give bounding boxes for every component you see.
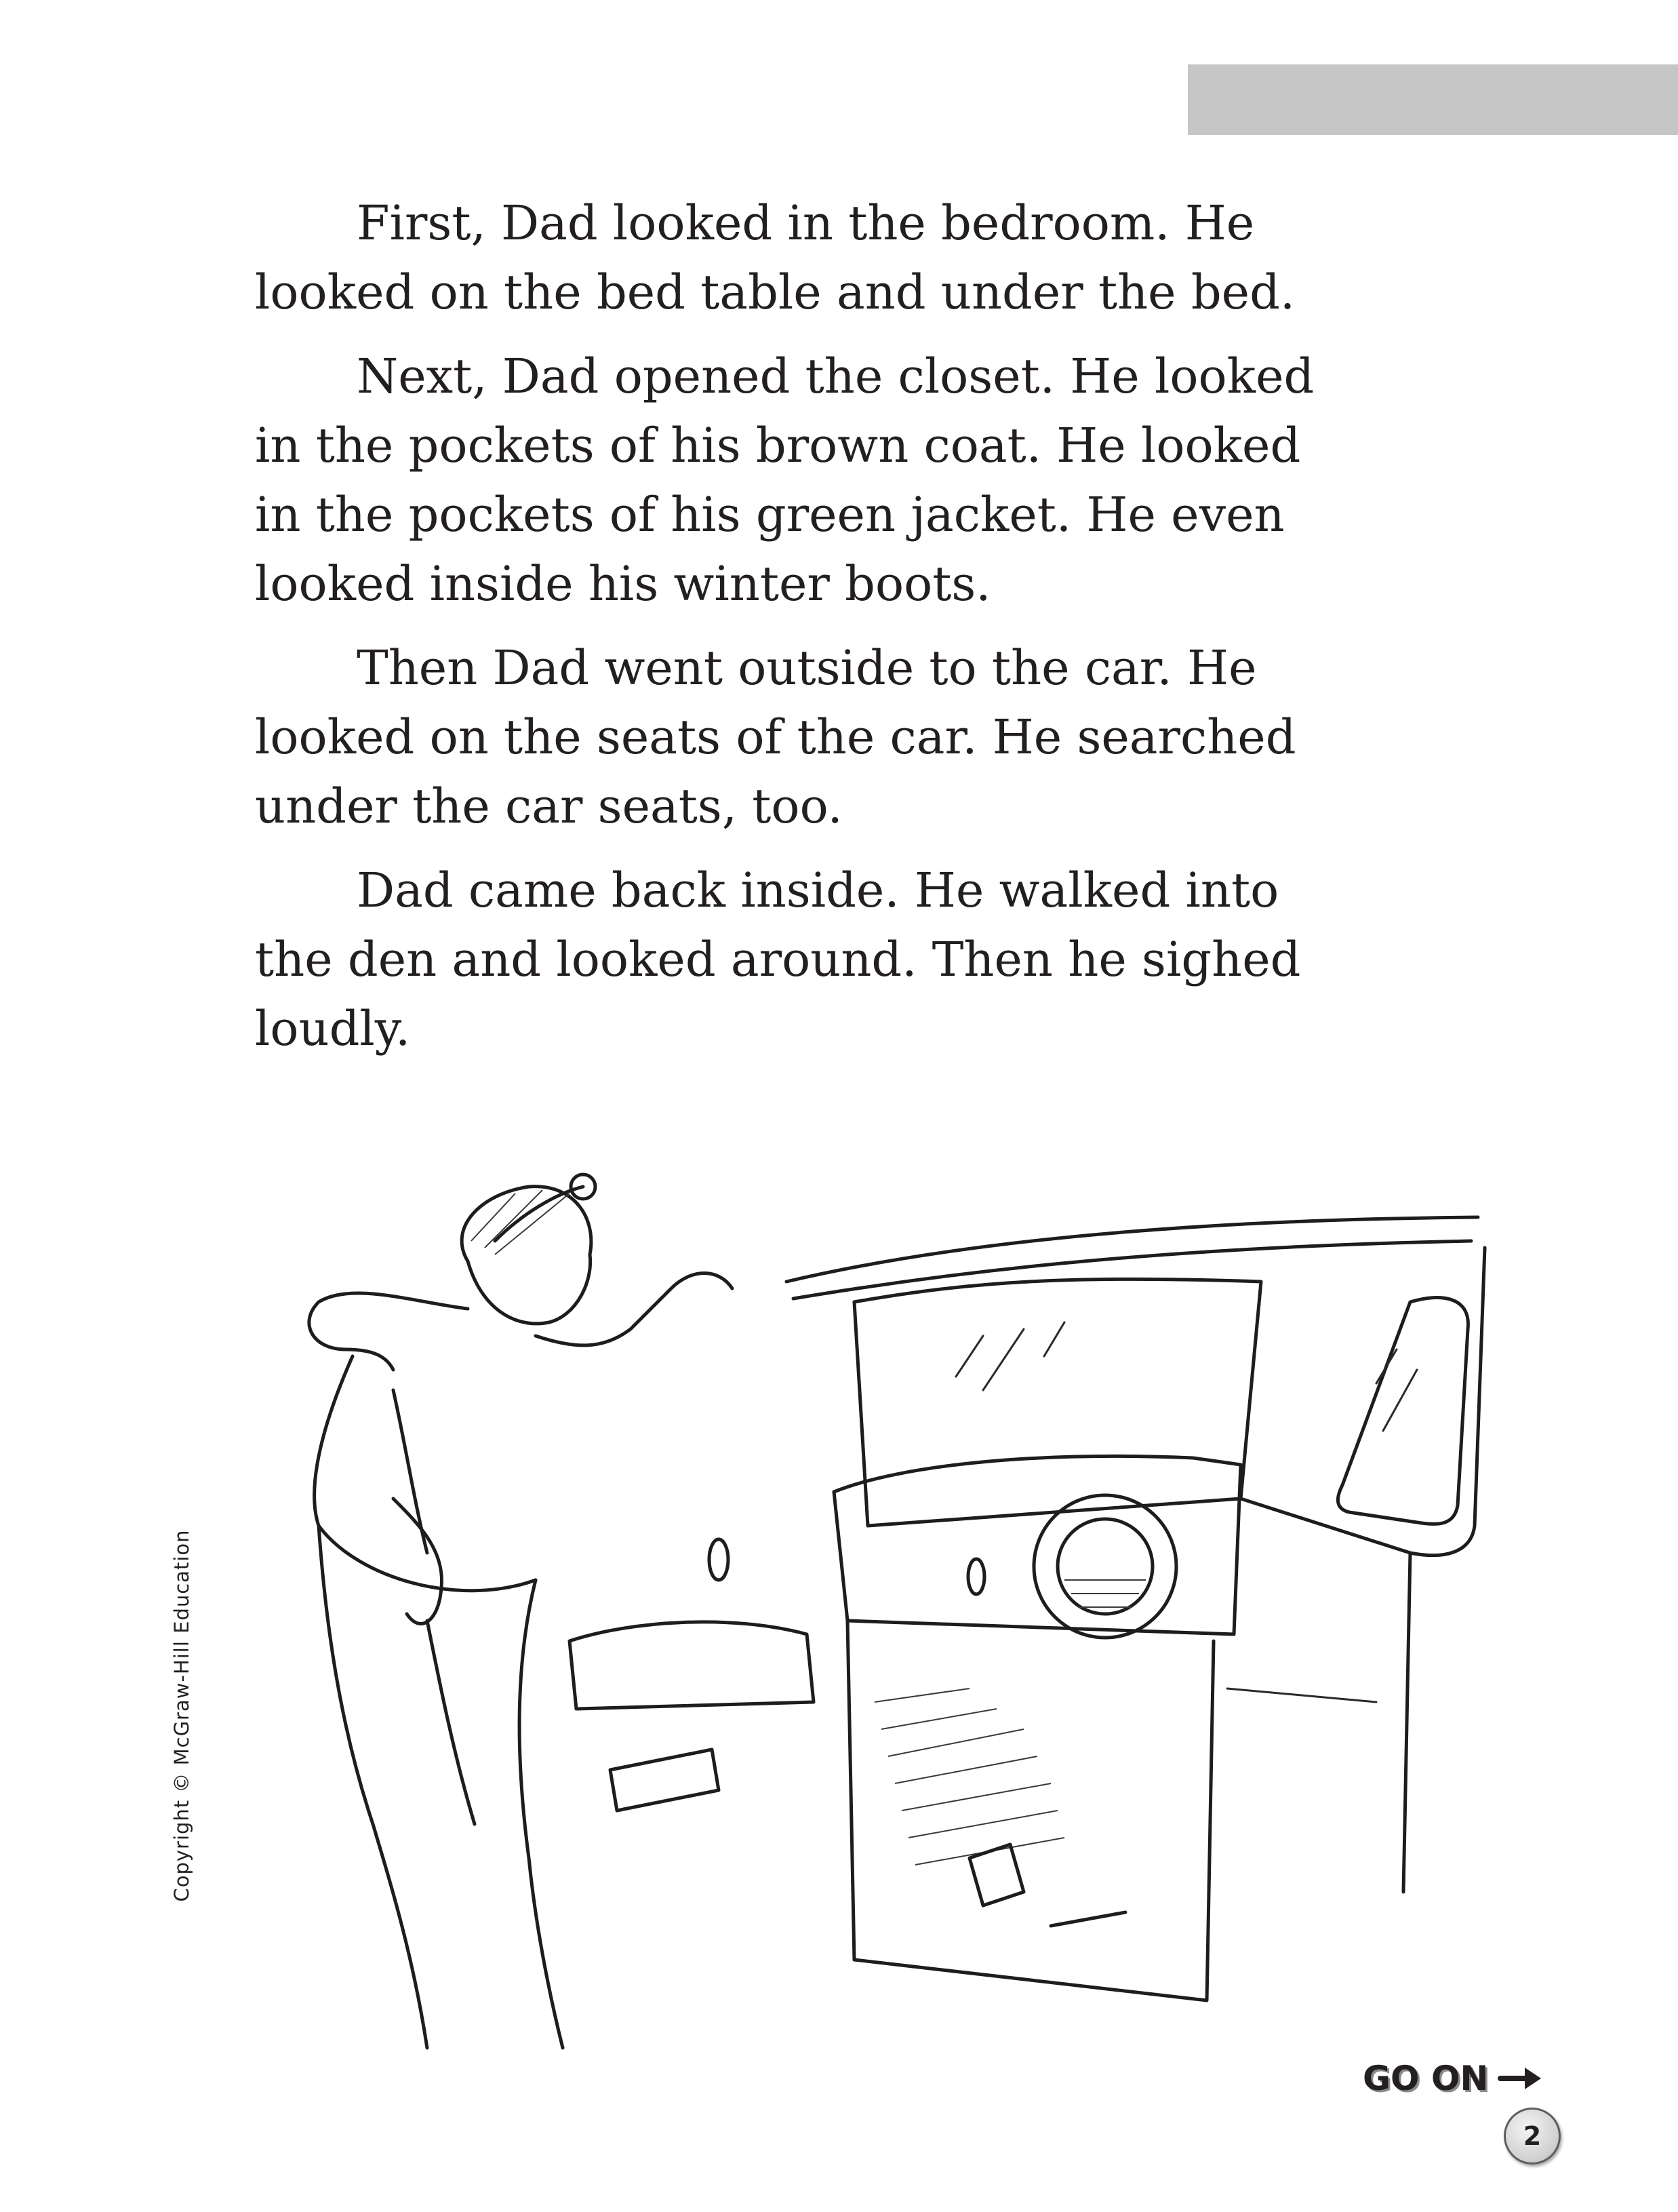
story-paragraph-3: Then Dad went outside to the car. He looked on the seats of the car. He searched under the car seats, too. bbox=[255, 640, 1296, 834]
story-paragraph-1: First, Dad looked in the bedroom. He looked on the bed table and under the bed. bbox=[255, 195, 1296, 320]
header-bar bbox=[1188, 64, 1678, 135]
go-on-button[interactable] bbox=[1363, 2055, 1545, 2102]
story-paragraph-2: Next, Dad opened the closet. He looked in the pockets of his brown coat. He looked in the pockets of his green jacket. He even looked inside his winter boots. bbox=[255, 349, 1315, 612]
copyright-notice: Copyright © McGraw-Hill Education bbox=[170, 1529, 193, 1902]
page-number-badge: 2 bbox=[1504, 2108, 1561, 2165]
story-text bbox=[255, 189, 1353, 1078]
right-arrow-icon bbox=[1498, 2063, 1545, 2093]
go-on-label: GO ON bbox=[1363, 2059, 1489, 2098]
story-paragraph-4: Dad came back inside. He walked into the den and looked around. Then he sighed loudly. bbox=[255, 863, 1301, 1056]
dad-searching-car-illustration bbox=[292, 1146, 1512, 2068]
